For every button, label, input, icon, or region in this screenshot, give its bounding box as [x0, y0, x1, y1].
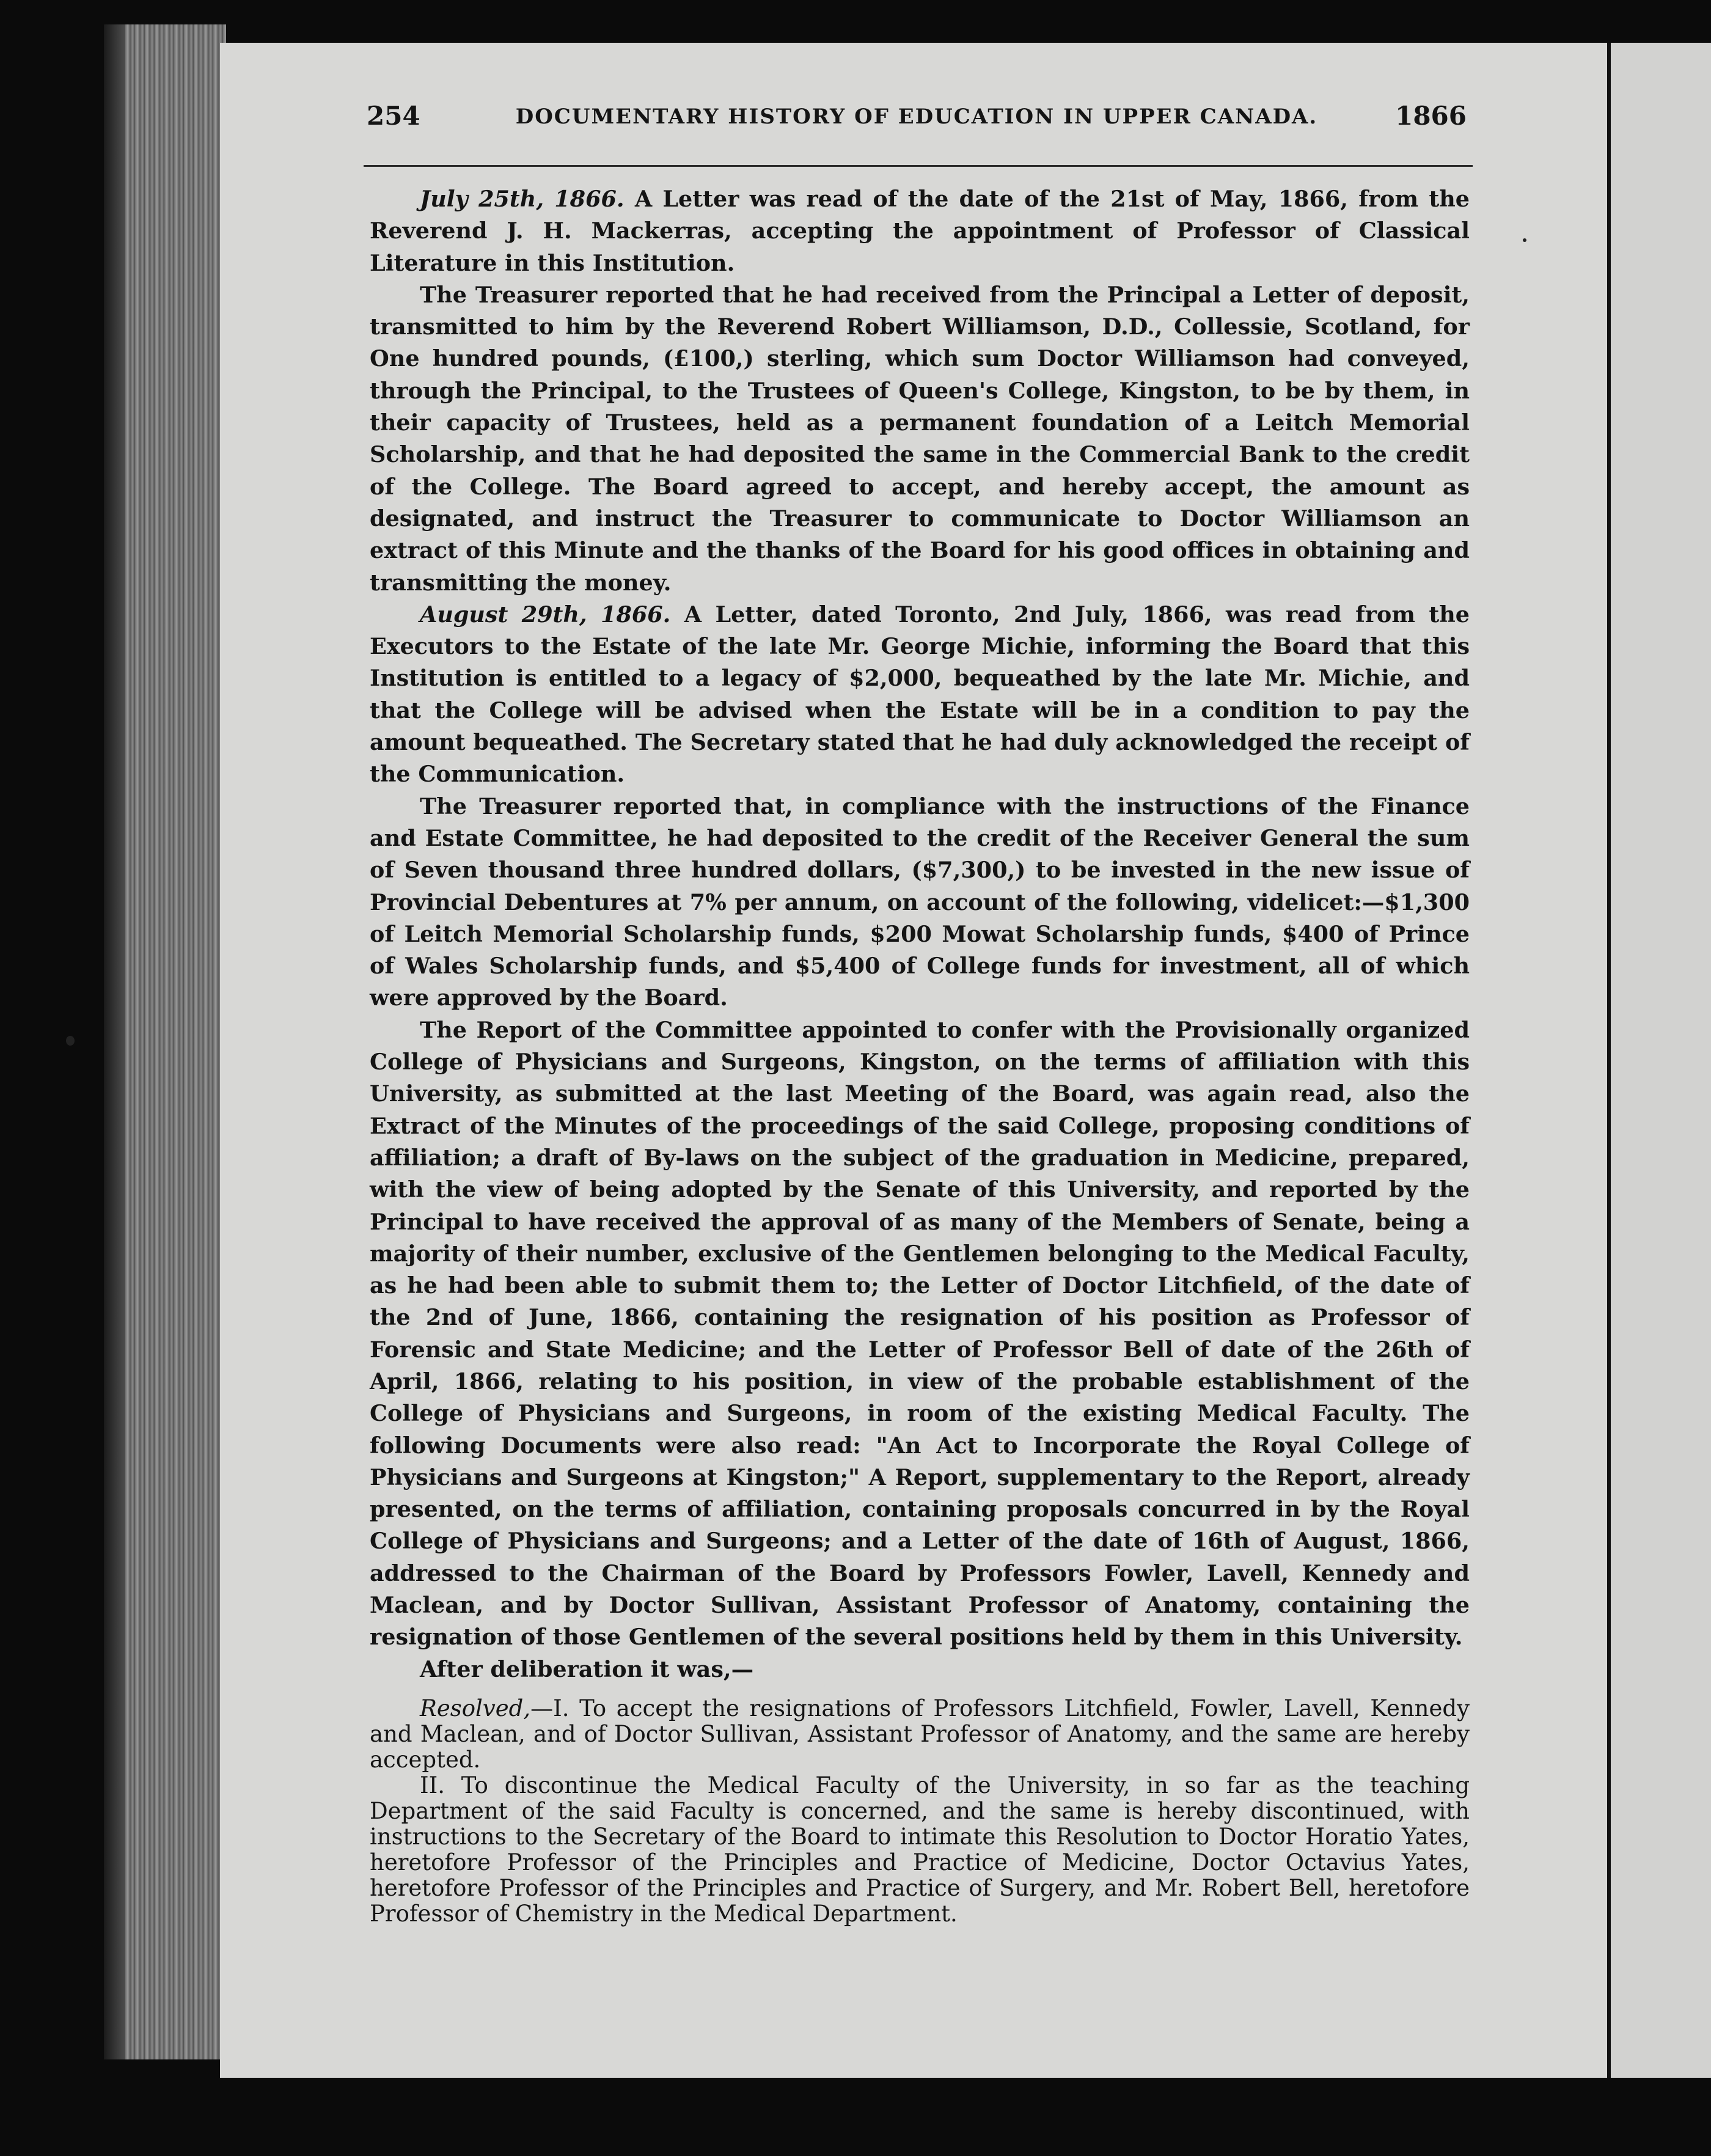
resolution-text: II. To discontinue the Medical Faculty of the University, in so far as the teaching Department of the said Faculty is concerned, and the same is hereby discontinued, with instructions to the Secretary of the Board to intimate this Resolution to Doctor Horatio Yates, heretofore Professor of the Principles and Practice of Medicine, Doctor Octavius Yates, heretofore Professor of the Principles and Practice of Surgery, and Mr. Robert Bell, heretofore Professor of Chemistry in the Medical Department. — [370, 1772, 1470, 1927]
paragraph-text: After deliberation it was,— — [420, 1656, 754, 1682]
resolution — [370, 1773, 1470, 1927]
body-text — [370, 183, 1470, 1685]
resolution-text: —I. To accept the resignations of Professors Litchfield, Fowler, Lavell, Kennedy and Maclean, and of Doctor Sullivan, Assistant Professor of Anatomy, and the same are hereby accepted. — [370, 1695, 1470, 1773]
paragraph-text: A Letter was read of the date of the 21st of May, 1866, from the Reverend J. H. Mackerras, accepting the appointment of Professor of Classical Literature in this Institution. — [370, 186, 1470, 276]
paragraph-text: A Letter, dated Toronto, 2nd July, 1866, was read from the Executors to the Estate of the late Mr. George Michie, informing the Board that this Institution is entitled to a legacy of $2,000, bequeathed by the late Mr. Michie, and that the College will be advised when the Estate will be in a condition to pay the amount bequeathed. The Secretary stated that he had duly acknowledged the receipt of the Communication. — [370, 601, 1470, 788]
page-edges — [125, 24, 226, 2059]
running-title: DOCUMENTARY HISTORY OF EDUCATION IN UPPER CANADA. — [515, 105, 1318, 129]
entry-date: July 25th, 1866. — [420, 186, 625, 212]
paragraph — [370, 279, 1470, 599]
paragraph-text: The Treasurer reported that, in compliance with the instructions of the Finance and Estate Committee, he had deposited to the credit of the Receiver General the sum of Seven thousand three hundred dollars, ($7,300,) to be invested in the new issue of Provincial Debentures at 7% per annum, on account of the following, videlicet:—$1,300 of Leitch Memorial Scholarship funds, $200 Mowat Scholarship funds, $400 of Prince of Wales Scholarship funds, and $5,400 of College funds for investment, all of which were approved by the Board. — [370, 793, 1470, 1011]
scan-speck — [66, 1036, 75, 1046]
resolution — [370, 1696, 1470, 1773]
resolutions — [370, 1696, 1470, 1927]
paragraph-text: The Report of the Committee appointed to confer with the Provisionally organized College of Physicians and Surgeons, Kingston, on the terms of affiliation with this University, as submitted at the last Meeting of the Board, was again read, also the Extract of the Minutes of the proceedings of the said College, proposing conditions of affiliation; a draft of By-laws on the subject of the graduation in Medicine, prepared, with the view of being adopted by the Senate of this University, and reported by the Principal to have received the approval of as many of the Members of Senate, being a majority of their number, exclusive of the Gentlemen belonging to the Medical Faculty, as he had been able to submit them to; the Letter of Doctor Litchfield, of the date of the 2nd of June, 1866, containing the resignation of his position as Professor of Forensic and State Medicine; and the Letter of Professor Bell of date of the 26th of April, 1866, relating to his position, in view of the probable establishment of the College of Physicians and Surgeons, in room of the existing Medical Faculty. The following Documents were also read: "An Act to Incorporate the Royal College of Physicians and Surgeons at Kingston;" A Report, supplementary to the Report, already presented, on the terms of affiliation, containing proposals concurred in by the Royal College of Physicians and Surgeons; and a Letter of the date of 16th of August, 1866, addressed to the Chairman of the Board by Professors Fowler, Lavell, Kennedy and Maclean, and by Doctor Sullivan, Assistant Professor of Anatomy, containing the resignation of those Gentlemen of the several positions held by them in this University. — [370, 1016, 1470, 1651]
entry-date: August 29th, 1866. — [420, 601, 671, 628]
paragraph — [370, 599, 1470, 791]
next-page-edge — [1607, 43, 1711, 2078]
paragraph-text: The Treasurer reported that he had received from the Principal a Letter of deposit, transmitted to him by the Reverend Robert Williamson, D.D., Collessie, Scotland, for One hundred pounds, (£100,) sterling, which sum Doctor Williamson had conveyed, through the Principal, to the Trustees of Queen's College, Kingston, to be by them, in their capacity of Trustees, held as a permanent foundation of a Leitch Memorial Scholarship, and that he had deposited the same in the Commercial Bank to the credit of the College. The Board agreed to accept, and hereby accept, the amount as designated, and instruct the Treasurer to communicate to Doctor Williamson an extract of this Minute and the thanks of the Board for his good offices in obtaining and transmitting the money. — [370, 281, 1470, 596]
paragraph — [370, 1014, 1470, 1654]
running-head — [367, 101, 1467, 144]
page-number: 254 — [367, 101, 420, 131]
header-rule — [364, 165, 1473, 167]
scan-speck — [1523, 238, 1526, 242]
running-year: 1866 — [1395, 101, 1467, 131]
paragraph — [370, 183, 1470, 279]
paragraph — [370, 791, 1470, 1014]
resolution-lead: Resolved, — [420, 1695, 531, 1722]
paragraph — [370, 1654, 1470, 1685]
book-page — [220, 43, 1607, 2078]
binding-shadow — [104, 24, 128, 2059]
